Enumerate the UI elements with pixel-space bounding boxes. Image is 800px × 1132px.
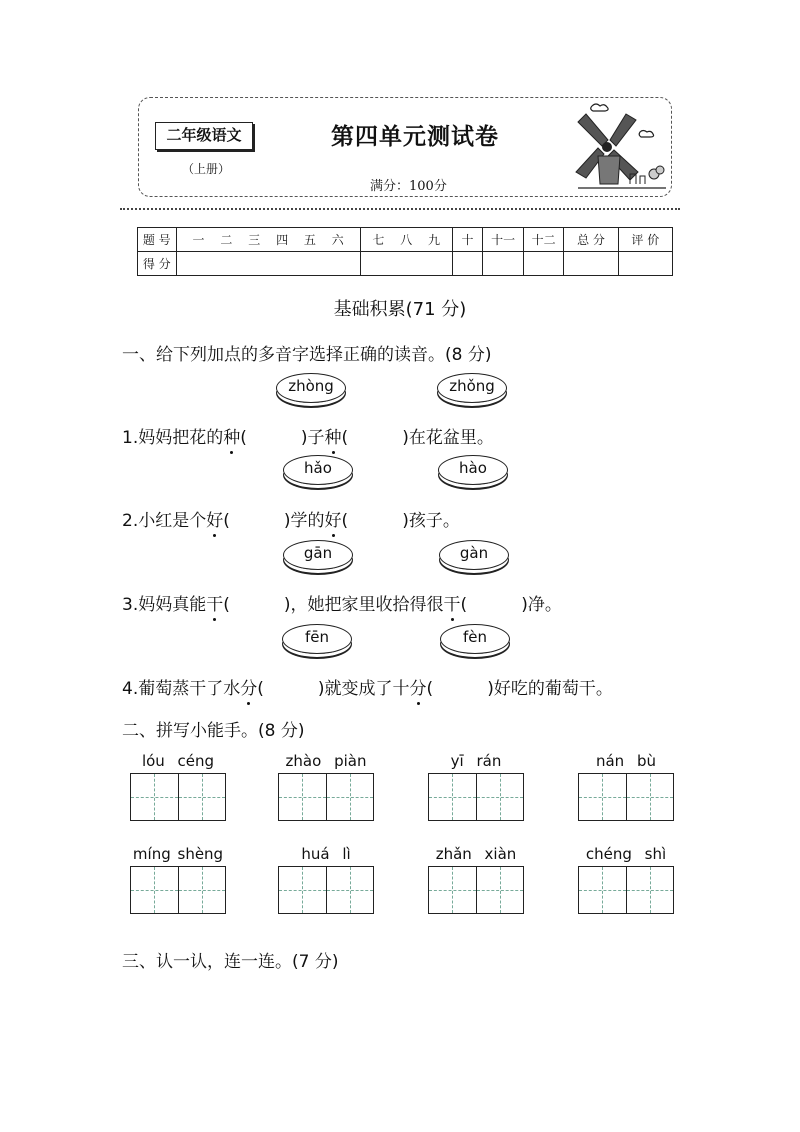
dotted-char: 分 [240,674,257,699]
pinyin-word: nán bù [595,752,656,770]
col-7: 七 [372,233,385,247]
sentence-text: ( )学的 [223,511,325,531]
pinyin-option: gàn [459,544,489,562]
sentence-text: 4.葡萄蒸干了水 [122,679,241,699]
col-evaluation: 评 价 [618,228,672,252]
col-8: 八 [400,233,413,247]
table-row [138,252,673,276]
score-cell[interactable] [618,252,672,276]
dotted-char: 分 [410,674,427,699]
q2-title: 二、拼写小能手。(8 分) [122,721,305,741]
writing-grid[interactable] [578,773,674,821]
sentence-text: ( )孩子。 [341,511,460,531]
pinyin-word: yī rán [450,752,502,770]
pinyin-option: zhòng [288,377,334,395]
pinyin-bowl [437,373,511,411]
pinyin-bowl [440,624,514,662]
writing-grid[interactable] [278,773,374,821]
sentence-text: ( )，她把家里收拾得很 [223,595,444,615]
volume-label: （上册） [182,162,231,176]
row-header: 题 号 [138,228,177,252]
score-cell[interactable] [360,252,452,276]
pinyin-bowl [282,624,356,662]
q1-sentence-1 [122,423,494,448]
sentence-text: ( )子 [240,428,325,448]
score-cell[interactable] [564,252,618,276]
grade-label: 二年级语文 [155,122,253,150]
writing-grid[interactable] [428,773,524,821]
sentence-text: ( )在花盆里。 [341,428,494,448]
dotted-char: 干 [206,590,223,615]
dotted-char: 种 [223,423,240,448]
col-9: 九 [428,233,441,247]
q1-sentence-3 [122,590,562,615]
pinyin-word: chéng shì [585,845,667,863]
pinyin-option: fēn [304,628,330,646]
sentence-text: ( )净。 [460,595,562,615]
score-cell[interactable] [523,252,564,276]
full-score: 满分：100分 [370,179,447,194]
dotted-divider [120,208,680,212]
writing-grid[interactable] [130,773,226,821]
header-cell-group [360,228,452,252]
pinyin-word: huá lì [301,845,351,863]
pinyin-option: hǎo [304,459,332,477]
pinyin-word: míng shèng [132,845,224,863]
score-cell[interactable] [452,252,483,276]
sentence-text: 1.妈妈把花的 [122,428,224,448]
table-row [138,228,673,252]
q1-sentence-2 [122,506,460,531]
sentence-text: 3.妈妈真能 [122,595,207,615]
pinyin-option: fèn [462,628,488,646]
q3-title: 三、认一认，连一连。(7 分) [122,952,339,972]
sentence-text: 2.小红是个 [122,511,207,531]
col-total: 总 分 [564,228,618,252]
dotted-char: 好 [325,506,342,531]
score-cell[interactable] [176,252,360,276]
col-10: 十 [452,228,483,252]
col-4: 四 [276,233,289,247]
score-cell[interactable] [483,252,524,276]
col-12: 十二 [523,228,564,252]
pinyin-bowl [276,373,350,411]
sentence-text: ( )好吃的葡萄干。 [426,679,613,699]
basic-section-title: 基础积累(71 分) [333,299,467,320]
col-3: 三 [248,233,261,247]
pinyin-word: zhào piàn [285,752,367,770]
pinyin-bowl [439,540,513,578]
q1-title: 一、给下列加点的多音字选择正确的读音。(8 分) [122,345,492,365]
pinyin-option: hào [459,459,487,477]
pinyin-option: zhǒng [449,377,495,395]
windmill-illustration [570,100,670,195]
pinyin-bowl [438,455,512,493]
q1-sentence-4 [122,674,613,699]
col-11: 十一 [483,228,524,252]
col-6: 六 [331,233,344,247]
writing-grid[interactable] [578,866,674,914]
pinyin-option: gān [303,544,333,562]
col-5: 五 [303,233,316,247]
page-title: 第四单元测试卷 [331,124,499,150]
sentence-text: ( )就变成了十 [257,679,410,699]
dotted-char: 好 [206,506,223,531]
writing-grid[interactable] [278,866,374,914]
dotted-char: 种 [325,423,342,448]
header-cell-group [176,228,360,252]
dotted-char: 干 [444,590,461,615]
pinyin-word: zhǎn xiàn [435,845,517,863]
col-1: 一 [192,233,205,247]
col-2: 二 [220,233,233,247]
pinyin-bowl [283,540,357,578]
pinyin-word: lóu céng [141,752,215,770]
pinyin-bowl [283,455,357,493]
writing-grid[interactable] [428,866,524,914]
writing-grid[interactable] [130,866,226,914]
row-header: 得 分 [138,252,177,276]
score-table [137,227,673,276]
